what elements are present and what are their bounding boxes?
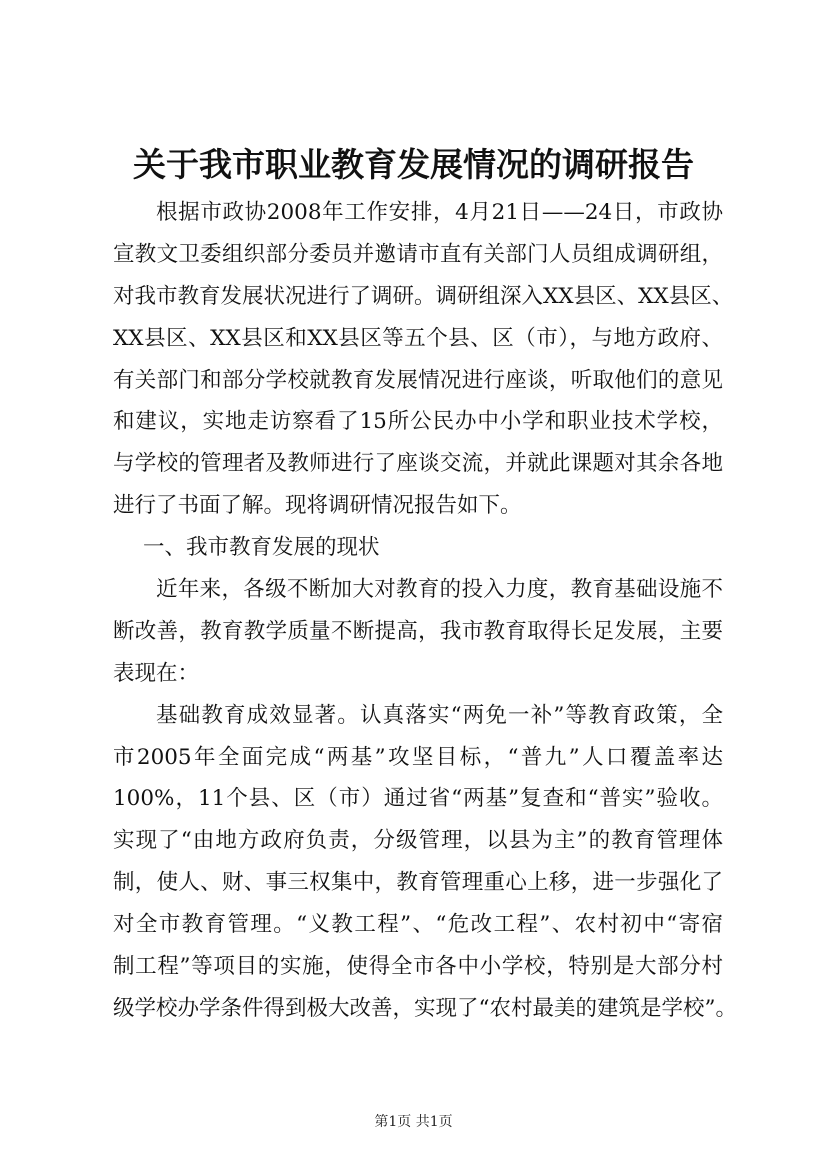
paragraph-line: 对全市教育管理。“义教工程”、“危改工程”、农村初中“寄宿	[113, 912, 723, 938]
paragraph-line: 市2005年全面完成“两基”攻坚目标，“普九”人口覆盖率达	[113, 744, 723, 770]
paragraph-line: 近年来，各级不断加大对教育的投入力度，教育基础设施不	[156, 577, 723, 603]
paragraph-line: 表现在：	[113, 660, 200, 686]
paragraph-line: 宣教文卫委组织部分委员并邀请市直有关部门人员组成调研组，	[113, 241, 723, 267]
paragraph-line: 有关部门和部分学校就教育发展情况进行座谈，听取他们的意见	[113, 367, 723, 393]
paragraph-line: 100%，11个县、区（市）通过省“两基”复查和“普实”验收。	[113, 786, 723, 812]
paragraph-line: 制，使人、财、事三权集中，教育管理重心上移，进一步强化了	[113, 870, 723, 896]
paragraph-line: 级学校办学条件得到极大改善，实现了“农村最美的建筑是学校”。	[113, 995, 737, 1021]
paragraph-line: 制工程”等项目的实施，使得全市各中小学校，特别是大部分村	[113, 954, 723, 980]
paragraph-line: 基础教育成效显著。认真落实“两免一补”等教育政策，全	[156, 702, 723, 728]
paragraph-line: 进行了书面了解。现将调研情况报告如下。	[113, 493, 522, 519]
paragraph-line: 实现了“由地方政府负责，分级管理，以县为主”的教育管理体	[113, 828, 723, 854]
section-heading: 一、我市教育发展的现状	[143, 535, 380, 561]
paragraph-line: 对我市教育发展状况进行了调研。调研组深入XX县区、XX县区、	[113, 283, 734, 309]
paragraph-line: 断改善，教育教学质量不断提高，我市教育取得长足发展，主要	[113, 618, 723, 644]
document-title: 关于我市职业教育发展情况的调研报告	[133, 145, 694, 184]
document-body	[113, 192, 737, 1030]
paragraph-line: XX县区、XX县区和XX县区等五个县、区（市），与地方政府、	[113, 325, 723, 351]
paragraph-line: 与学校的管理者及教师进行了座谈交流，并就此课题对其余各地	[113, 451, 723, 477]
page-footer: 第1页 共1页	[374, 1114, 453, 1130]
paragraph-line: 根据市政协2008年工作安排，4月21日——24日，市政协	[156, 200, 723, 225]
paragraph-line: 和建议，实地走访察看了15所公民办中小学和职业技术学校，	[113, 409, 723, 435]
